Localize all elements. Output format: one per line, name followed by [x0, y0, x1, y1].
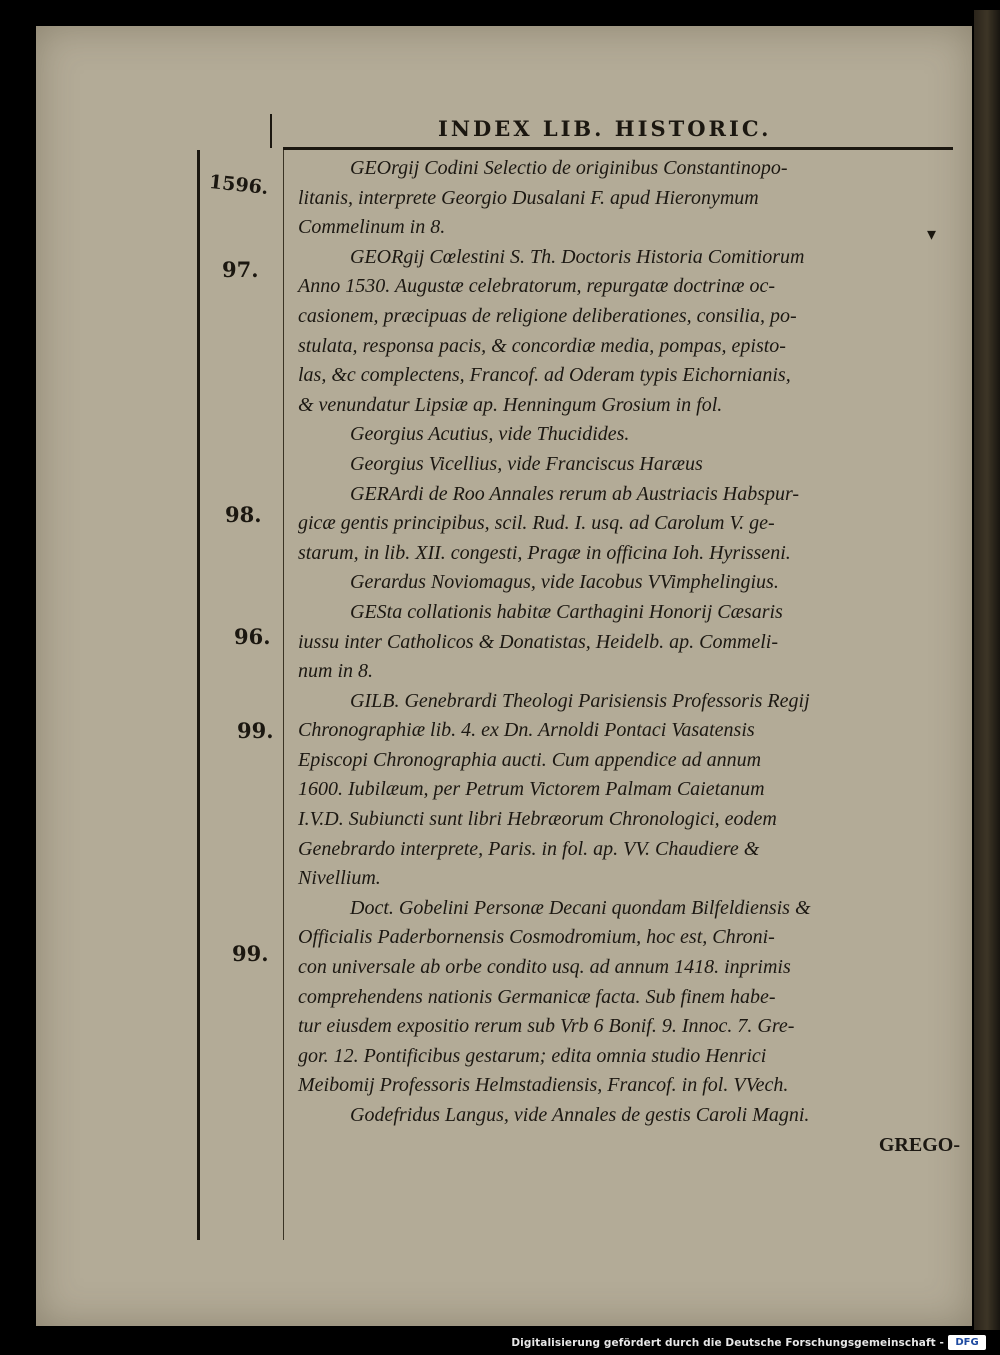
margin-mark: ▾ — [927, 224, 937, 245]
dfg-logo: DFG — [948, 1335, 986, 1350]
text-line: Godefridus Langus, vide Annales de gestis Caroli Magni. — [350, 1104, 810, 1126]
year-note: 98. — [225, 502, 262, 527]
text-line: Chronographiæ lib. 4. ex Dn. Arnoldi Pontaci Vasatensis — [298, 719, 755, 742]
text-line: comprehendens nationis Germanicæ facta. Sub finem habe- — [298, 985, 776, 1008]
catchword: GREGO- — [878, 1133, 960, 1156]
text-line: GEORgij Cœlestini S. Th. Doctoris Historia Comitiorum — [350, 245, 805, 268]
text-line: Gerardus Noviomagus, vide Iacobus VVimphelingius. — [350, 571, 779, 594]
book-spine — [974, 10, 1000, 1330]
year-note: 99. — [232, 941, 269, 966]
text-line: Genebrardo interprete, Paris. in fol. ap. VV. Chaudiere & — [298, 837, 760, 860]
text-line: GILB. Genebrardi Theologi Parisiensis Professoris Regij — [350, 689, 810, 712]
text-line: GESta collationis habitæ Carthagini Honorij Cæsaris — [350, 600, 783, 623]
text-line: Officialis Paderbornensis Cosmodromium, hoc est, Chroni- — [298, 926, 775, 949]
margin-rule-outer — [197, 150, 200, 1240]
text-line: gicæ gentis principibus, scil. Rud. I. usq. ad Carolum V. ge- — [298, 512, 775, 535]
year-note: 97. — [222, 257, 259, 282]
index-text — [298, 154, 960, 1160]
text-line: 1600. Iubilæum, per Petrum Victorem Palmam Caietanum — [298, 778, 765, 801]
text-line: Georgius Acutius, vide Thucidides. — [350, 423, 630, 446]
text-line: num in 8. — [298, 660, 373, 683]
header-rule — [283, 147, 953, 150]
text-line: gor. 12. Pontificibus gestarum; edita omnia studio Henrici — [298, 1044, 767, 1067]
text-line: Meibomij Professoris Helmstadiensis, Francof. in fol. VVech. — [298, 1074, 789, 1097]
text-line: Nivellium. — [298, 867, 381, 890]
text-line: litanis, interprete Georgio Dusalani F. apud Hieronymum — [298, 186, 759, 209]
text-line: con universale ab orbe condito usq. ad annum 1418. inprimis — [298, 956, 791, 979]
text-line: starum, in lib. XII. congesti, Pragæ in officina Ioh. Hyrisseni. — [298, 541, 791, 564]
text-line: casionem, præcipuas de religione deliberationes, consilia, po- — [298, 304, 797, 327]
text-line: stulata, responsa pacis, & concordiæ media, pompas, episto- — [298, 334, 786, 357]
year-note: 1596. — [208, 170, 270, 200]
text-line: GERArdi de Roo Annales rerum ab Austriacis Habspur- — [350, 482, 800, 505]
digitization-credit: Digitalisierung gefördert durch die Deutsche Forschungsgemeinschaft - — [511, 1337, 944, 1349]
text-line: tur eiusdem expositio rerum sub Vrb 6 Bonif. 9. Innoc. 7. Gre- — [298, 1015, 795, 1038]
text-line: Georgius Vicellius, vide Franciscus Haræus — [350, 452, 703, 475]
header-tick — [270, 114, 272, 148]
year-note: 99. — [237, 718, 274, 743]
text-line: Commelinum in 8. — [298, 216, 446, 239]
year-note: 96. — [234, 624, 271, 649]
text-line: GEOrgij Codini Selectio de originibus Constantinopo- — [350, 157, 788, 179]
text-line: I.V.D. Subiuncti sunt libri Hebræorum Chronologici, eodem — [298, 808, 777, 831]
margin-rule-inner — [283, 150, 284, 1240]
running-header: INDEX LIB. HISTORIC. — [438, 116, 772, 141]
text-line: iussu inter Catholicos & Donatistas, Heidelb. ap. Commeli- — [298, 630, 778, 653]
text-line: & venundatur Lipsiæ ap. Henningum Grosium in fol. — [298, 393, 723, 416]
text-line: Anno 1530. Augustæ celebratorum, repurgatæ doctrinæ oc- — [298, 275, 776, 298]
text-line: Doct. Gobelini Personæ Decani quondam Bilfeldiensis & — [350, 896, 811, 919]
text-line: Episcopi Chronographia aucti. Cum appendice ad annum — [298, 748, 762, 771]
text-line: las, &c complectens, Francof. ad Oderam typis Eichornianis, — [298, 364, 791, 387]
